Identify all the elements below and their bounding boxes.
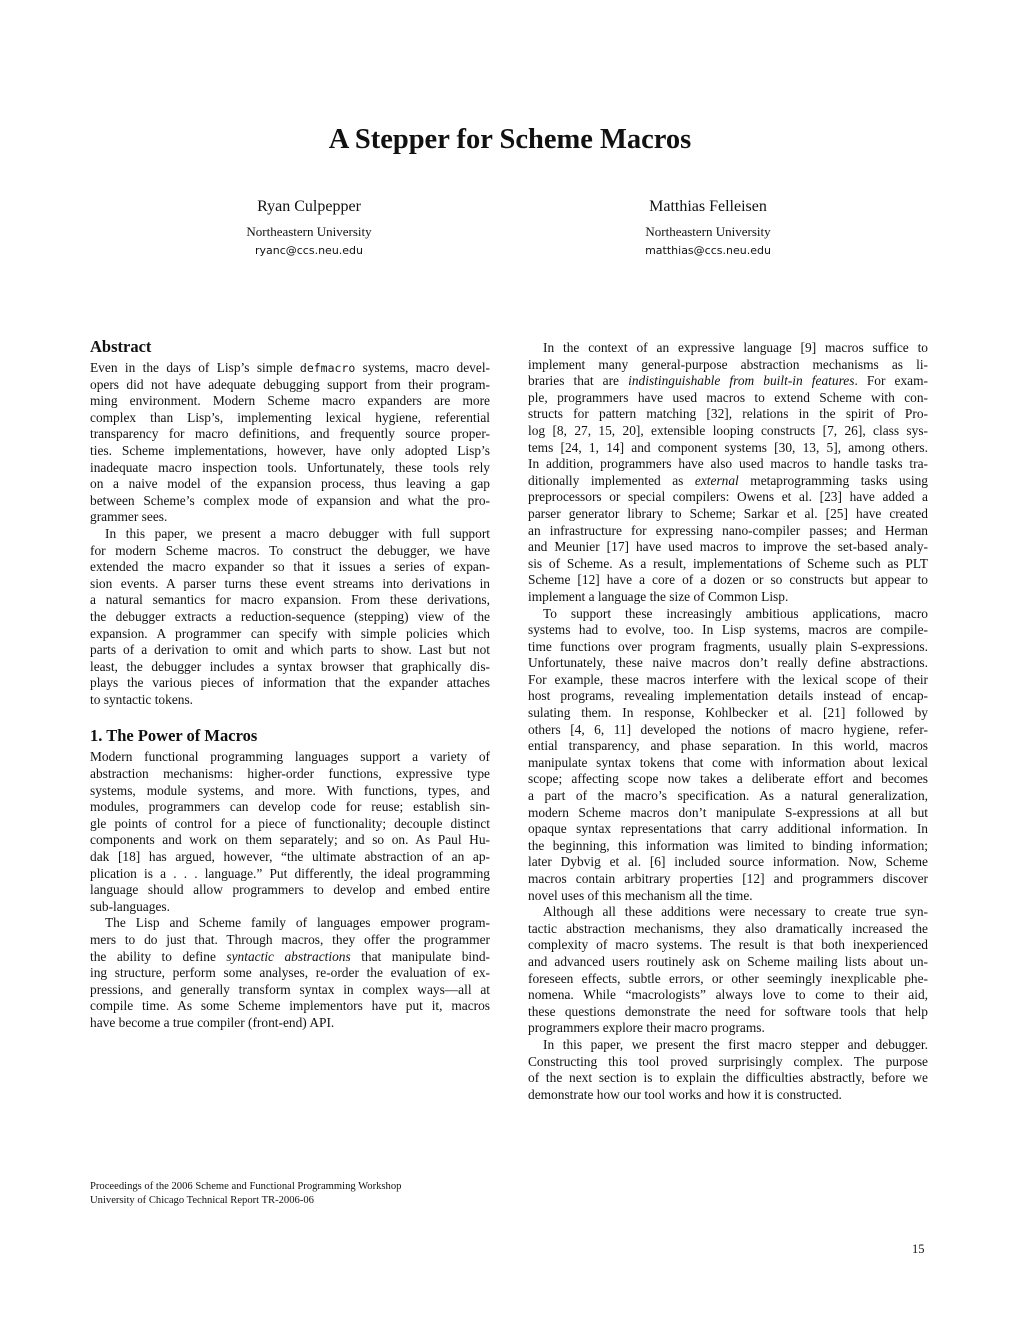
text-line: modern Scheme macros don’t manipulate S-expressions at all but (528, 804, 928, 820)
text-line: tems [24, 1, 14] and component systems [30, 13, 5], among others. (528, 439, 928, 455)
text-line: For example, these macros interfere with the lexical scope of their (528, 671, 928, 687)
text-line: systems, module systems, and more. With functions, types, and (90, 782, 490, 798)
text-line (90, 360, 490, 377)
emphasis-text: external (694, 472, 739, 488)
text-line: expansion. A programmer can specify with simple policies which (90, 625, 490, 641)
text-line: have become a true compiler (front-end) API. (90, 1014, 335, 1030)
text-segment: braries that are (528, 373, 629, 389)
text-line: ing structure, perform some analyses, re-order the evaluation of ex- (90, 965, 490, 981)
emphasis-text: indistinguishable from built-in features (628, 373, 855, 389)
text-line: pressions, and generally transform syntax in complex ways—all at (90, 981, 490, 997)
paragraph (90, 526, 490, 709)
paragraph (90, 360, 490, 526)
text-line: of the next section is to explain the difficulties abstractly, before we (528, 1070, 928, 1086)
text-line: time functions over program fragments, usually plain S-expressions. (528, 638, 928, 654)
author-block (558, 197, 858, 260)
text-line: novel uses of this mechanism all the time. (528, 887, 753, 903)
text-line: nomena. While “macrologists” always love to come to their aid, (528, 987, 928, 1003)
author-block (159, 197, 459, 260)
text-line: implement a language the size of Common Lisp. (528, 588, 789, 604)
footer-report: University of Chicago Technical Report TR-2006-06 (90, 1194, 314, 1206)
text-line: for modern Scheme macros. To construct the debugger, we have (90, 542, 490, 558)
abstract-body (90, 360, 490, 708)
text-line: host programs, revealing implementation details instead of encap- (528, 688, 928, 704)
text-line: opers did not have adequate debugging support from their program- (90, 376, 490, 392)
text-line: and Meunier [17] have used macros to improve the set-based analy- (528, 539, 928, 555)
text-line: ming environment. Modern Scheme macro expanders are more (90, 393, 490, 409)
text-line (528, 373, 928, 390)
text-segment: that manipulate bind- (350, 948, 490, 964)
text-line: complex than Lisp’s, implementing lexical hygiene, referential (90, 409, 490, 425)
text-line: sion events. A parser turns these event streams into derivations in (90, 575, 490, 591)
right-column (528, 340, 928, 1103)
text-line: language should allow programmers to develop and embed entire (90, 882, 490, 898)
text-line: demonstrate how our tool works and how it is constructed. (528, 1086, 842, 1102)
text-line: systems had to evolve, too. In Lisp systems, macros are compile- (528, 622, 928, 638)
text-line: extended the macro expander so that it issues a series of expan- (90, 559, 490, 575)
text-line: Unfortunately, these naive macros don’t really define abstractions. (528, 655, 928, 671)
text-line: manipulate syntax tokens that come with information about lexical (528, 754, 928, 770)
text-line: sulating them. In response, Kohlbecker et al. [21] followed by (528, 705, 928, 721)
text-line: the beginning, this information was limited to binding information; (528, 837, 928, 853)
author-affiliation: Northeastern University (645, 224, 771, 239)
author-name: Ryan Culpepper (257, 198, 361, 215)
text-line: ties. Scheme implementations, however, have only adopted Lisp’s (90, 442, 490, 458)
text-segment: Even in the days of Lisp’s simple (90, 360, 300, 375)
text-line: later Dybvig et al. [6] included source information. Now, Scheme (528, 854, 928, 870)
text-line (528, 473, 928, 490)
text-line: these questions demonstrate the need for software tools that help (528, 1003, 928, 1019)
paragraph (528, 606, 928, 905)
code-text: defmacro (299, 361, 356, 375)
text-line: scope; affecting scope now takes a deliberate effort and becomes (528, 771, 928, 787)
text-line (90, 949, 490, 966)
text-line: Constructing this tool proved surprisingly complex. The purpose (528, 1053, 928, 1069)
author-affiliation: Northeastern University (246, 224, 372, 239)
text-line: ential transparency, and phase separation. In this world, macros (528, 738, 928, 754)
section-heading: 1. The Power of Macros (90, 726, 258, 746)
footer (90, 1180, 401, 1207)
text-line: abstraction mechanisms: higher-order functions, expressive type (90, 766, 490, 782)
text-segment: the ability to define (90, 948, 227, 964)
text-line: and advanced users routinely ask on Scheme mailing lists about un- (528, 953, 928, 969)
text-line: modules, programmers can develop code for reuse; establish sin- (90, 799, 490, 815)
text-line: Modern functional programming languages support a variety of (90, 749, 490, 765)
text-line: grammer sees. (90, 509, 168, 525)
footer-proceedings: Proceedings of the 2006 Scheme and Functional Programming Workshop (90, 1181, 402, 1192)
text-line: dak [18] has argued, however, “the ultimate abstraction of an ap- (90, 849, 490, 865)
text-line: between Scheme’s complex mode of expansion and what the pro- (90, 492, 490, 508)
abstract-heading: Abstract (90, 337, 152, 356)
text-line: ple, programmers have used macros to extend Scheme with con- (528, 389, 928, 405)
text-line: implement many general-purpose abstraction mechanisms as li- (528, 356, 928, 372)
text-segment: metaprogramming tasks using (738, 472, 928, 488)
text-line: preprocessors or special compilers: Owens et al. [23] have added a (528, 489, 928, 505)
text-line: plication is a . . . language.” Put differently, the ideal programming (90, 865, 490, 881)
text-line: In this paper, we present the first macro stepper and debugger. (543, 1036, 928, 1052)
text-line: foreseen effects, subtle errors, or other seemingly inexplicable phe- (528, 970, 928, 986)
text-line: least, the debugger includes a syntax browser that graphically dis- (90, 658, 490, 674)
text-line: inadequate macro inspection tools. Unfortunately, these tools rely (90, 459, 490, 475)
text-line: to syntactic tokens. (90, 691, 194, 707)
paragraph (90, 915, 490, 1031)
text-line: components and work on them separately; and so on. As Paul Hu- (90, 832, 490, 848)
text-line: complexity of macro systems. The result is that both inexperienced (528, 937, 928, 953)
text-line: others [4, 6, 11] developed the notions of macro hygiene, refer- (528, 721, 928, 737)
text-line: Scheme [12] have a core of a dozen or so constructs but appear to (528, 572, 928, 588)
text-line: In addition, programmers have also used macros to handle tasks tra- (528, 456, 928, 472)
text-line: mers to do just that. Through macros, they offer the programmer (90, 932, 490, 947)
text-line: a part of the macro’s specification. As a natural generalization, (528, 788, 928, 804)
paragraph (528, 340, 928, 606)
text-line: Although all these additions were necessary to create true syn- (543, 904, 928, 920)
text-line: programmers explore their macro programs. (528, 1020, 765, 1036)
paragraph (528, 904, 928, 1037)
text-line: compile time. As some Scheme implementors have put it, macros (90, 998, 490, 1014)
text-line: gle points of control for a piece of functionality; decouple distinct (90, 815, 490, 831)
text-line: sub-languages. (90, 898, 170, 914)
text-line: sis of Scheme. As a result, implementations of Scheme such as PLT (528, 555, 928, 571)
left-column (90, 338, 490, 1032)
paragraph (528, 1037, 928, 1103)
text-line: In the context of an expressive language [9] macros suffice to (543, 340, 928, 355)
section-body (90, 749, 490, 1031)
text-line: opaque syntax representations that carry additional information. In (528, 821, 928, 837)
text-line: plays the various pieces of information that the expander attaches (90, 675, 490, 691)
right-column-body (528, 340, 928, 1103)
author-email[interactable]: ryanc@ccs.neu.edu (254, 244, 364, 257)
paragraph (90, 749, 490, 915)
emphasis-text: syntactic abstractions (226, 948, 351, 964)
text-line: parser generator library to Scheme; Sarkar et al. [25] have created (528, 505, 928, 521)
text-segment: . For exam- (854, 373, 928, 389)
text-line: structs for pattern matching [32], relations in the spirit of Pro- (528, 406, 928, 422)
author-email[interactable]: matthias@ccs.neu.edu (645, 244, 771, 257)
text-line: an infrastructure for expressing nano-compiler passes; and Herman (528, 522, 928, 538)
paper-title: A Stepper for Scheme Macros (328, 124, 692, 155)
text-line: parts of a derivation to omit and which parts to show. Last but not (90, 642, 490, 658)
author-name: Matthias Felleisen (649, 198, 767, 215)
text-line: log [8, 27, 15, 20], extensible looping constructs [7, 26], class sys- (528, 422, 928, 438)
text-line: The Lisp and Scheme family of languages empower program- (105, 915, 490, 931)
page-number: 15 (912, 1242, 925, 1256)
text-line: tactic abstraction mechanisms, they also dramatically increased the (528, 920, 928, 936)
text-line: In this paper, we present a macro debugger with full support (105, 525, 490, 541)
text-segment: ditionally implemented as (528, 472, 695, 488)
text-segment: systems, macro devel- (355, 360, 490, 375)
text-line: transparency for macro definitions, and frequently source proper- (90, 426, 490, 442)
text-line: a natural semantics for macro expansion. From these derivations, (90, 592, 490, 608)
text-line: To support these increasingly ambitious applications, macro (543, 605, 928, 621)
text-line: the debugger extracts a reduction-sequence (stepping) view of the (90, 608, 490, 624)
text-line: macros contain arbitrary properties [12] and programmers discover (528, 871, 928, 886)
text-line: on a naive model of the expansion process, thus leaving a gap (90, 476, 490, 492)
